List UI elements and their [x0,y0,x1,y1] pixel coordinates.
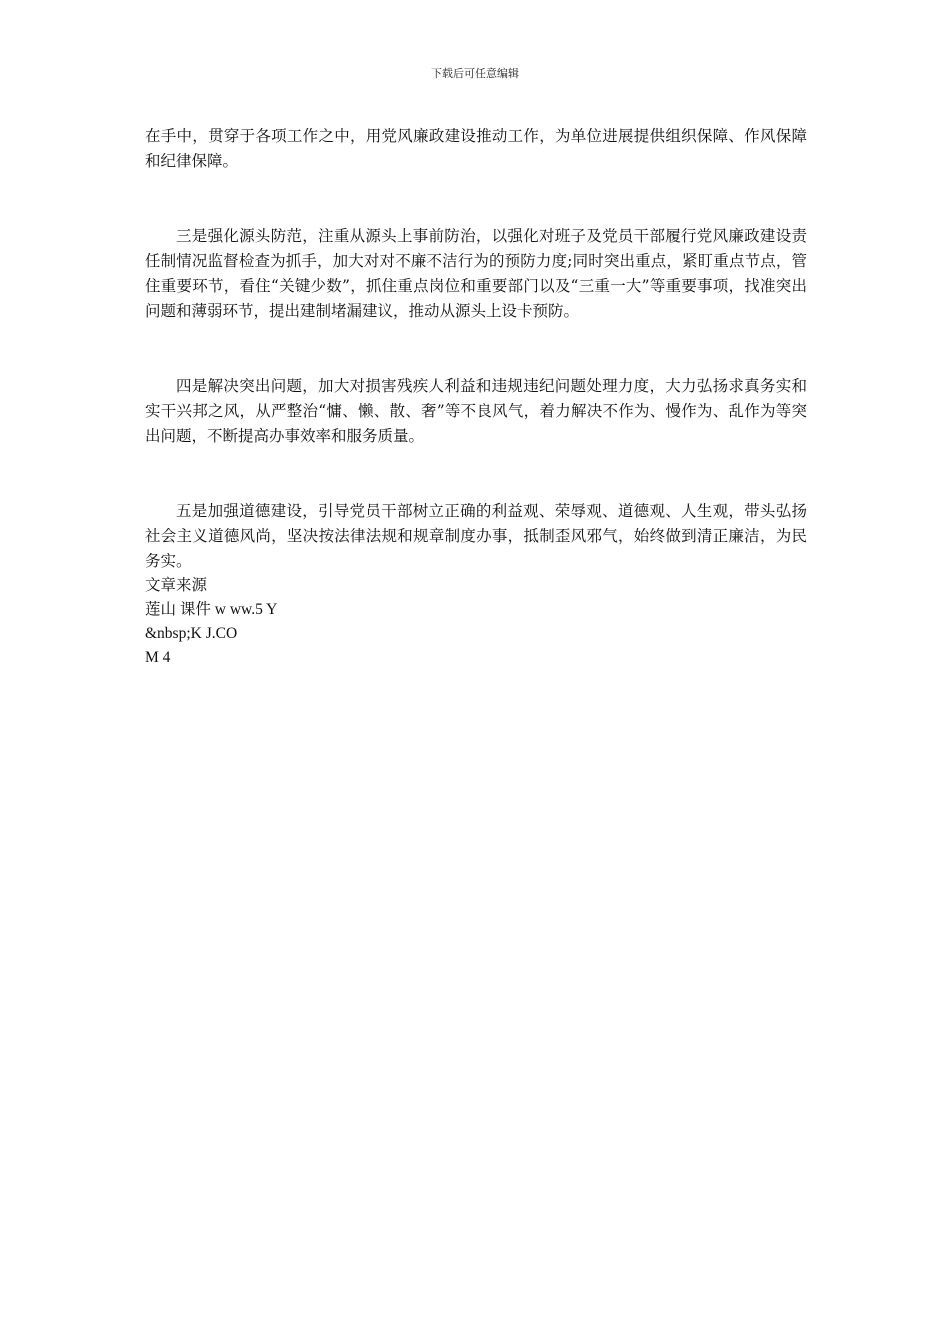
source-label: 文章来源 [145,577,208,594]
paragraph-spacer [145,174,807,224]
paragraph-spacer [145,449,807,499]
source-line: M 4 [145,649,171,666]
source-line: 莲山 课件 w ww.5 Y [145,601,278,618]
paragraph-continuation: 在手中，贯穿于各项工作之中，用党风廉政建设推动工作，为单位进展提供组织保障、作风保障和纪律保障。 [145,127,807,170]
paragraph-spacer [145,324,807,374]
paragraph-5: 五是加强道德建设，引导党员干部树立正确的利益观、荣辱观、道德观、人生观，带头弘扬社会主义道德风尚，坚决按法律法规和规章制度办事，抵制歪风邪气，始终做到清正廉洁，为民务实。 [145,502,807,570]
paragraph-3: 三是强化源头防范，注重从源头上事前防治，以强化对班子及党员干部履行党风廉政建设责任制情况监督检查为抓手，加大对对不廉不洁行为的预防力度;同时突出重点，紧盯重点节点，管住重要环节，看住“关键少数”，抓住重点岗位和重要部门以及“三重一大”等重要事项，找准突出问题和薄弱环节，提出建制堵漏建议，推动从源头上设卡预防。 [145,227,807,320]
document-body [145,124,807,670]
article-source [145,574,807,670]
paragraph-4: 四是解决突出问题，加大对损害残疾人利益和违规违纪问题处理力度，大力弘扬求真务实和实干兴邦之风，从严整治“慵、懒、散、奢”等不良风气，着力解决不作为、慢作为、乱作为等突出问题，不断提高办事效率和服务质量。 [145,377,807,445]
page-header: 下载后可任意编辑 [431,67,519,80]
source-line: &nbsp;K J.CO [145,625,238,642]
